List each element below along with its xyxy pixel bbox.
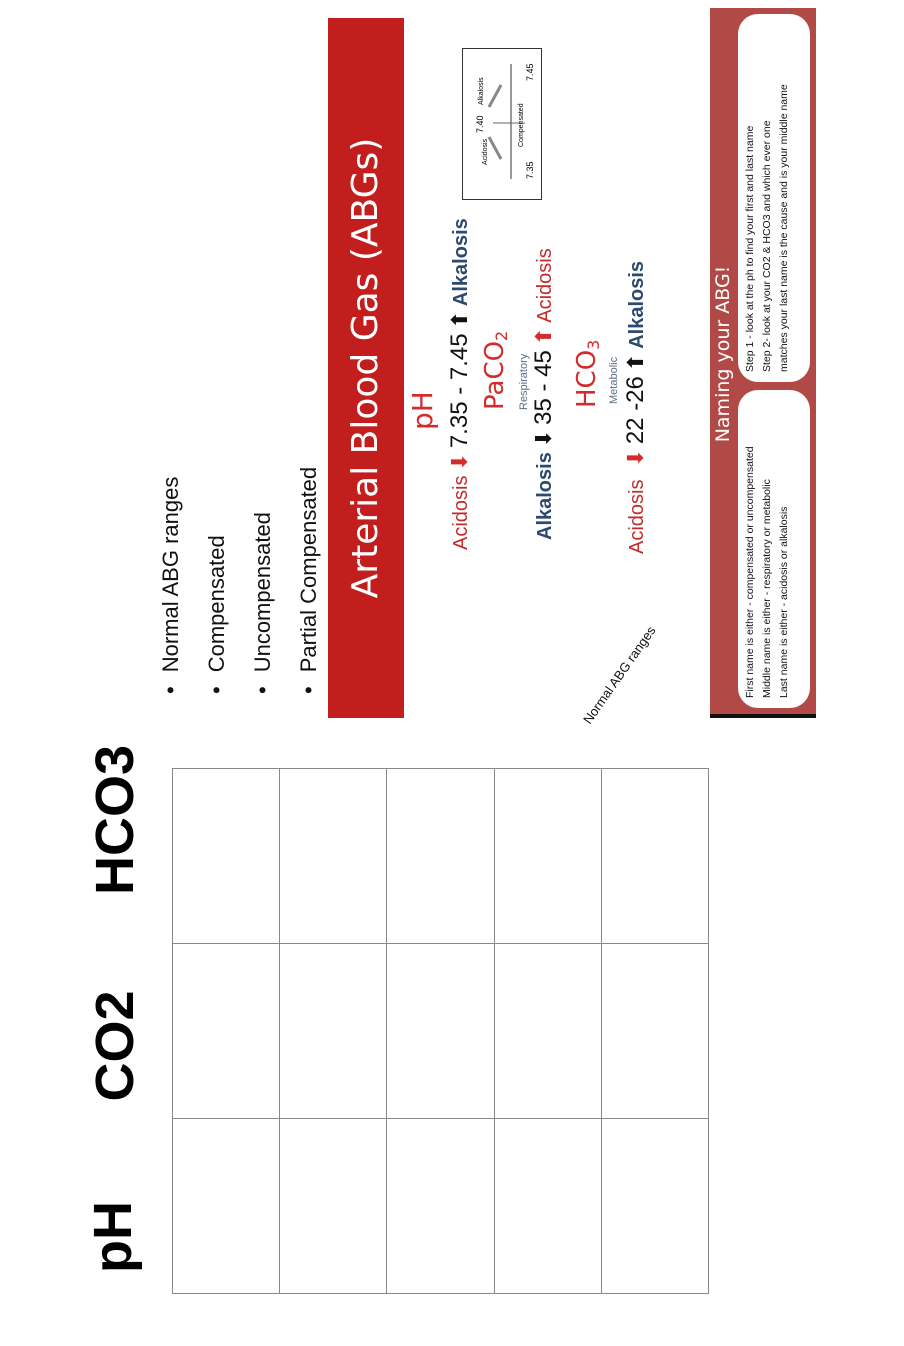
scale-high: 7.45 <box>525 63 535 81</box>
table-cell[interactable] <box>173 769 280 944</box>
table-row <box>173 769 709 944</box>
ph-heading: pH <box>406 391 439 430</box>
arrow-up-icon: ⬆ <box>623 353 648 372</box>
scale-compensated: Compensated <box>518 103 525 147</box>
hco3-type: Metabolic <box>608 356 620 404</box>
infographic-rotated-content <box>110 10 800 730</box>
hco3-range-row <box>622 261 650 554</box>
naming-rule: Middle name is either - respiratory or metabolic <box>761 479 773 698</box>
abg-worksheet-table <box>172 768 709 1294</box>
scale-mid: 7.40 <box>475 115 485 133</box>
table-row <box>173 944 709 1119</box>
table-cell[interactable] <box>387 769 494 944</box>
table-cell[interactable] <box>494 1119 601 1294</box>
naming-title: Naming your ABG! <box>712 265 734 443</box>
naming-step: Step 2- look at your CO2 & HCO3 and which ever one <box>761 120 773 372</box>
table-cell[interactable] <box>173 944 280 1119</box>
naming-rule: First name is either - compensated or uncompensated <box>744 446 756 698</box>
ph-acidosis-label: Acidosis <box>450 475 472 550</box>
table-cell[interactable] <box>601 769 708 944</box>
scale-low: 7.35 <box>525 161 535 179</box>
topic-item: • Partial Compensated <box>286 467 332 694</box>
table-cell[interactable] <box>601 944 708 1119</box>
table-cell[interactable] <box>494 944 601 1119</box>
topic-item: • Uncompensated <box>240 467 286 694</box>
table-cell[interactable] <box>280 944 387 1119</box>
paco2-type: Respiratory <box>518 353 530 410</box>
ph-range-row <box>446 218 474 550</box>
naming-rule: Last name is either - acidosis or alkalosis <box>778 506 790 698</box>
naming-steps-bubble <box>738 14 810 382</box>
ph-alkalosis-label: Alkalosis <box>450 218 472 307</box>
arrow-down-icon: ⬇ <box>623 448 648 468</box>
scale-acidosis: Acidosis <box>482 138 489 165</box>
table-cell[interactable] <box>173 1119 280 1294</box>
naming-step: matches your last name is the cause and is your middle name <box>778 84 790 372</box>
infographic-title: Arterial Blood Gas (ABGs) <box>328 18 404 718</box>
table-row <box>173 1119 709 1294</box>
scale-graphic <box>463 49 541 199</box>
topic-list <box>148 467 332 694</box>
paco2-alkalosis-label: Alkalosis <box>534 452 556 540</box>
topic-item: • Normal ABG ranges <box>148 467 194 694</box>
table-cell[interactable] <box>494 769 601 944</box>
column-header-co2: CO2 <box>85 990 145 1102</box>
acidosis-marker <box>489 137 501 159</box>
paco2-acidosis-label: Acidosis <box>534 248 556 323</box>
arrow-up-icon: ⬆ <box>531 327 556 346</box>
paco2-range-row <box>530 248 558 540</box>
paco2-range: 35 - 45 <box>530 350 557 425</box>
ph-range: 7.35 - 7.45 <box>446 333 473 449</box>
naming-your-abg-box <box>710 8 816 718</box>
table-cell[interactable] <box>387 944 494 1119</box>
table-cell[interactable] <box>387 1119 494 1294</box>
arrow-up-icon: ⬆ <box>447 310 472 329</box>
hco3-heading: $HCO_3$ <box>572 339 604 408</box>
normal-ranges-side-label: Normal ABG ranges <box>580 623 659 727</box>
hco3-range: 22 -26 <box>622 376 649 445</box>
table-cell[interactable] <box>280 769 387 944</box>
compensation-scale-diagram <box>462 48 542 200</box>
column-header-ph: pH <box>83 1201 143 1273</box>
topic-item: • Compensated <box>194 467 240 694</box>
table-cell[interactable] <box>280 1119 387 1294</box>
scale-alkalosis: Alkalosis <box>478 77 485 105</box>
abg-infographic <box>60 0 820 740</box>
paco2-heading: PaCO$_2$ <box>480 330 512 410</box>
column-header-hco3: HCO3 <box>85 744 145 895</box>
table-cell[interactable] <box>601 1119 708 1294</box>
naming-rules-bubble <box>738 390 810 708</box>
hco3-acidosis-label: Acidosis <box>626 479 648 554</box>
naming-step: Step 1 - look at the ph to find your first and last name <box>744 125 756 372</box>
alkalosis-marker <box>489 85 501 107</box>
hco3-alkalosis-label: Alkalosis <box>626 260 648 349</box>
arrow-down-icon: ⬇ <box>531 429 556 448</box>
arrow-down-icon: ⬇ <box>447 452 472 472</box>
